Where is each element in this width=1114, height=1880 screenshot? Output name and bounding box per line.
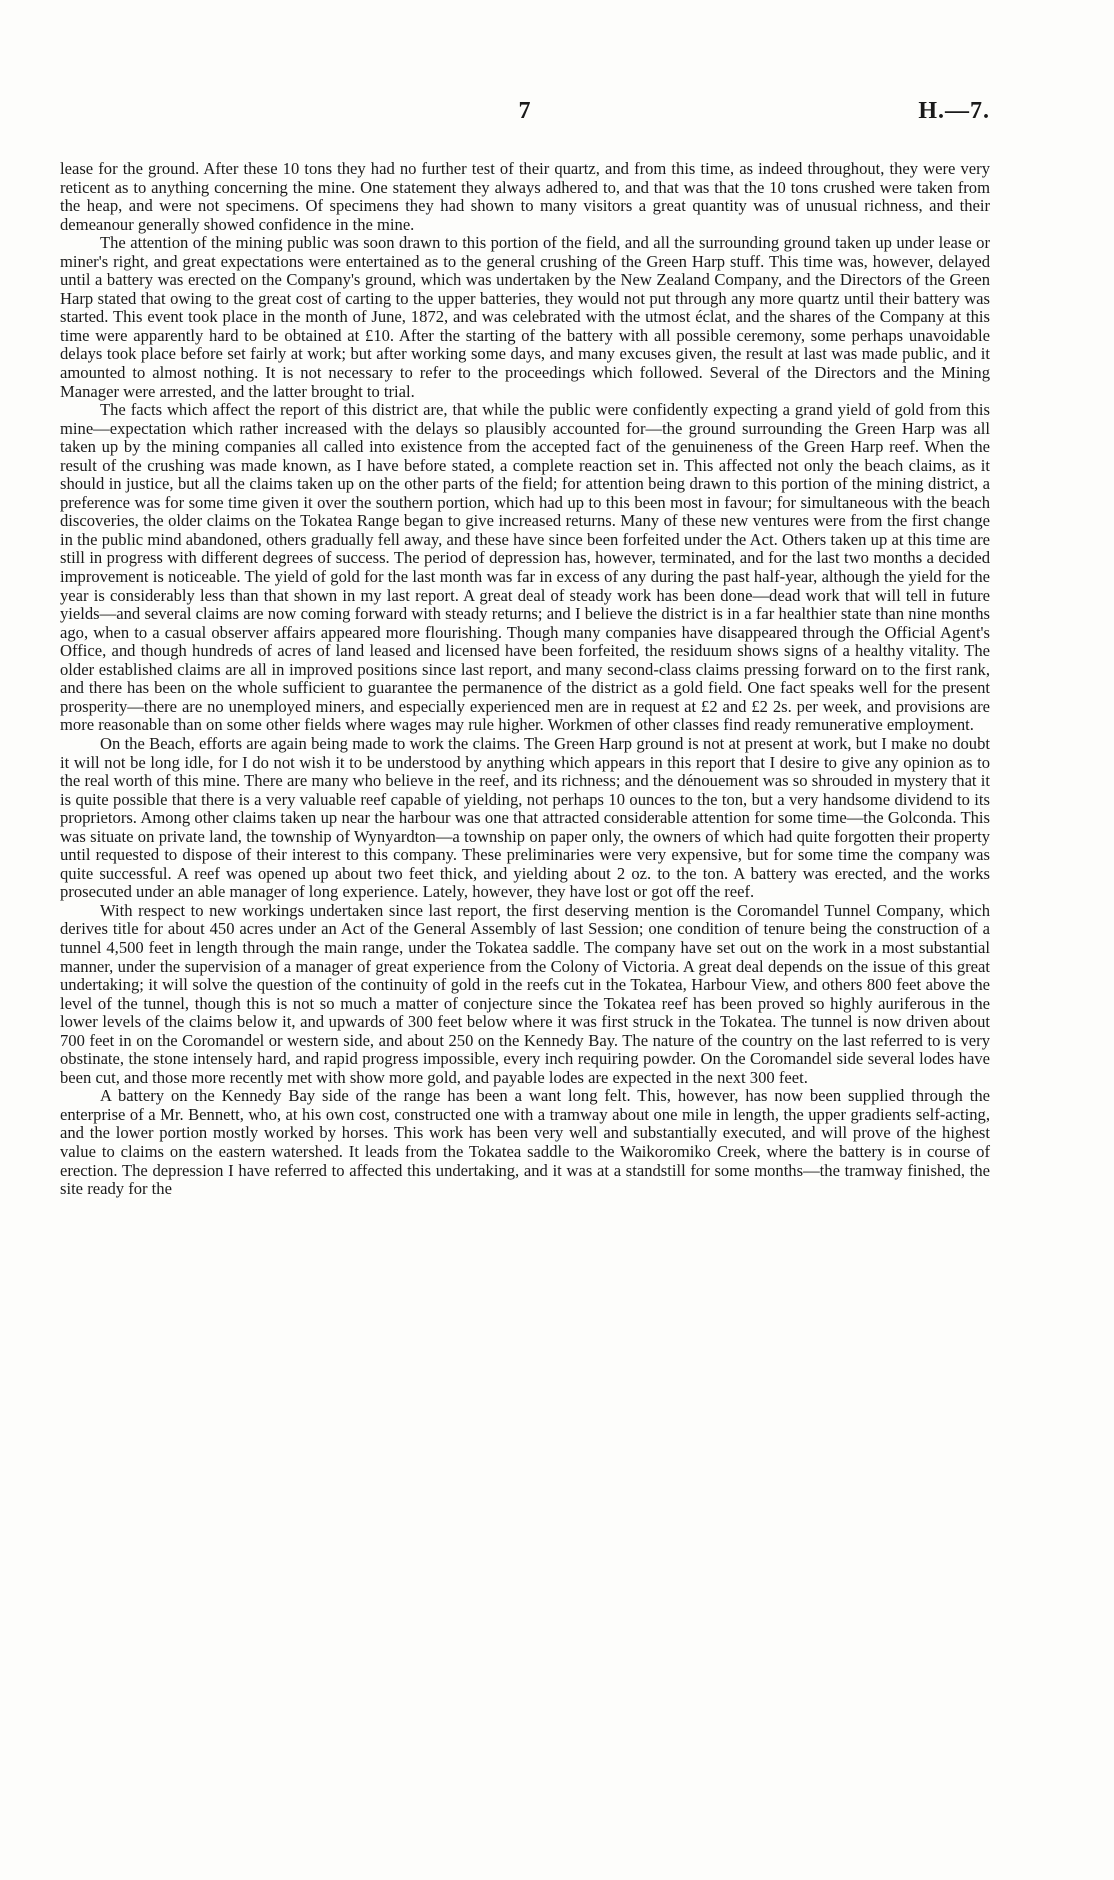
body-text bbox=[60, 160, 990, 1199]
paragraph-kennedy-bay-battery: A battery on the Kennedy Bay side of the range has been a want long felt. This, however, has now been supplied through the enterprise of a Mr. Bennett, who, at his own cost, constructed one with a tramway about one mile in length, the upper gradients self-acting, and the lower portion mostly worked by horses. This work has been very well and substantially executed, and will prove of the highest value to claims on the eastern watershed. It leads from the Tokatea saddle to the Waikoromiko Creek, where the battery is in course of erection. The depression I have referred to affected this undertaking, and it was at a standstill for some months—the tramway finished, the site ready for the bbox=[60, 1086, 990, 1199]
paragraph-coromandel-tunnel: With respect to new workings undertaken since last report, the first deserving mention is the Coromandel Tunnel Company, which derives title for about 450 acres under an Act of the General Assembly of last Session; one condition of tenure being the construction of a tunnel 4,500 feet in length through the main range, under the Tokatea saddle. The company have set out on the work in a most substantial manner, under the supervision of a manager of great experience from the Colony of Victoria. A great deal depends on the issue of this great undertaking; it will solve the question of the continuity of gold in the reefs cut in the Tokatea, Harbour View, and others 800 feet above the level of the tunnel, though this is not so much a matter of conjecture since the Tokatea reef has been proved so highly auriferous in the lower levels of the claims below it, and upwards of 300 feet below where it was first struck in the Tokatea. The tunnel is now driven about 700 feet in on the Coromandel or western side, and about 250 on the Kennedy Bay. The nature of the country on the last referred to is very obstinate, the stone intensely hard, and rapid progress impossible, every inch requiring powder. On the Coromandel side several lodes have been cut, and those more recently met with show more gold, and payable lodes are expected in the next 300 feet. bbox=[60, 900, 990, 1087]
page-number: 7 bbox=[518, 98, 532, 124]
paragraph-green-harp-lease: lease for the ground. After these 10 tons they had no further test of their quartz, and from this time, as indeed throughout, they were very reticent as to anything concerning the mine. One statement they always adhered to, and that was that the 10 tons crushed were taken from the heap, and were not specimens. Of specimens they had shown to many visitors a great quantity was of unusual richness, and their demeanour generally showed confidence in the mine. bbox=[60, 159, 990, 234]
paragraph-beach-claims: On the Beach, efforts are again being made to work the claims. The Green Harp ground is not at present at work, but I make no doubt it will not be long idle, for I do not wish it to be understood by anything which appears in this report that I desire to give any opinion as to the real worth of this mine. There are many who believe in the reef, and its richness; and the dénouement was so shrouded in mystery that it is quite possible that there is a very valuable reef capable of yielding, not perhaps 10 ounces to the ton, but a very handsome dividend to its proprietors. Among other claims taken up near the harbour was one that attracted considerable attention for some time—the Golconda. This was situate on private land, the township of Wynyardton—a township on paper only, the owners of which had quite forgotten their property until requested to dispose of their interest to this company. These preliminaries were very expensive, but for some time the company was quite successful. A reef was opened up about two feet thick, and yielding about 2 oz. to the ton. A battery was erected, and the works prosecuted under an able manager of long experience. Lately, however, they have lost or got off the reef. bbox=[60, 733, 990, 902]
page-header bbox=[60, 98, 990, 132]
paragraph-district-report-facts: The facts which affect the report of this district are, that while the public were confidently expecting a grand yield of gold from this mine—expectation which rather increased with the delays so plausibly accounted for—the ground surrounding the Green Harp was all taken up by the mining companies all called into existence from the accepted fact of the genuineness of the Green Harp reef. When the result of the crushing was made known, as I have before stated, a complete reaction set in. This affected not only the beach claims, as it should in justice, but all the claims taken up on the other parts of the field; for attention being drawn to this portion of the mining district, a preference was for some time given it over the southern portion, which had up to this been most in favour; for simultaneous with the beach discoveries, the older claims on the Tokatea Range began to give increased returns. Many of these new ventures were from the first change in the public mind abandoned, others gradually fell away, and these have since been forfeited under the Act. Others taken up at this time are still in progress with different degrees of success. The period of depression has, however, terminated, and for the last two months a decided improvement is noticeable. The yield of gold for the last month was far in excess of any during the past half-year, although the yield for the year is considerably less than that shown in my last report. A great deal of steady work has been done—dead work that will tell in future yields—and several claims are now coming forward with steady returns; and I believe the district is in a far healthier state than nine months ago, when to a casual observer affairs appeared more flourishing. Though many companies have disappeared through the Official Agent's Office, and though hundreds of acres of land leased and licensed have been forfeited, the residuum shows signs of a healthy vitality. The older established claims are all in improved positions since last report, and many second-class claims pressing forward on to the first rank, and there has been on the whole sufficient to guarantee the permanence of the district as a gold field. One fact speaks well for the present prosperity—there are no unemployed miners, and especially experienced men are in request at £2 and £2 2s. per week, and provisions are more reasonable than on some other fields where wages may rule higher. Workmen of other classes find ready remunerative employment. bbox=[60, 400, 990, 735]
paragraph-mining-public-attention: The attention of the mining public was soon drawn to this portion of the field, and all the surrounding ground taken up under lease or miner's right, and great expectations were entertained as to the general crushing of the Green Harp stuff. This time was, however, delayed until a battery was erected on the Company's ground, which was undertaken by the New Zealand Company, and the Directors of the Green Harp stated that owing to the great cost of carting to the upper batteries, they would not put through any more quartz until their battery was started. This event took place in the month of June, 1872, and was celebrated with the utmost éclat, and the shares of the Company at this time were apparently hard to be obtained at £10. After the starting of the battery with all possible ceremony, some perhaps unavoidable delays took place before set fairly at work; but after working some days, and many excuses given, the result at last was made public, and it amounted to almost nothing. It is not necessary to refer to the proceedings which followed. Several of the Directors and the Mining Manager were arrested, and the latter brought to trial. bbox=[60, 233, 990, 401]
document-reference: H.—7. bbox=[918, 98, 990, 124]
